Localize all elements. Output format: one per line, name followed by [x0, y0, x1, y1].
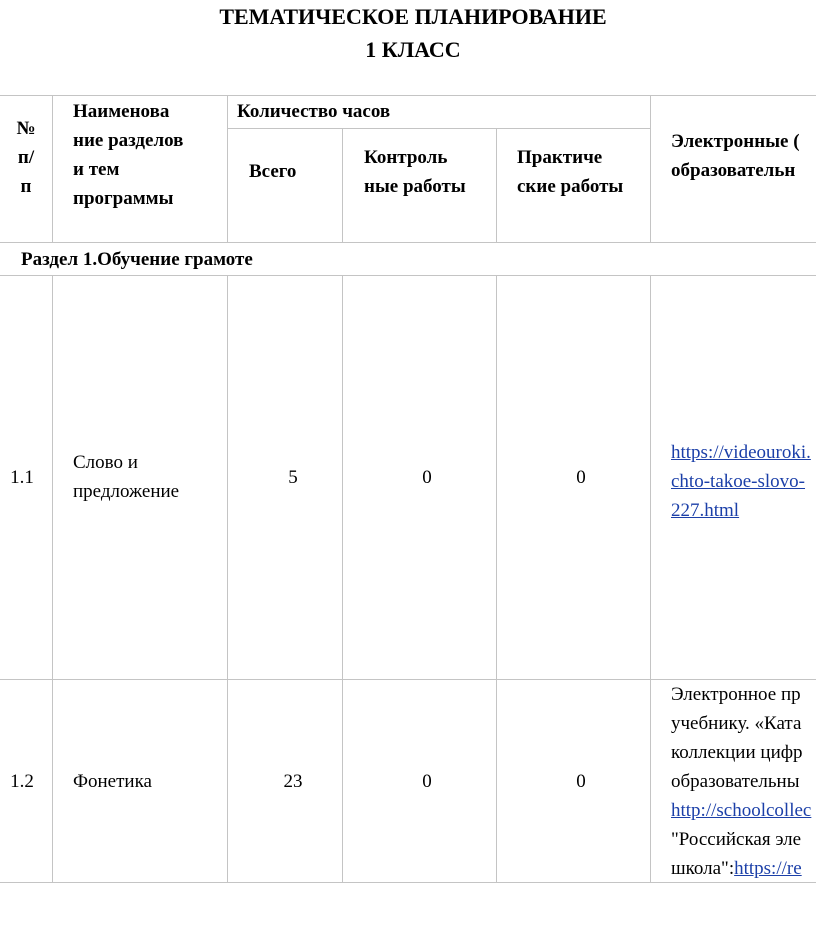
row-topic-name: Фонетика — [73, 771, 152, 792]
page-subtitle: 1 КЛАСС — [365, 37, 461, 62]
resource-link[interactable]: https://videouroki. — [671, 442, 811, 463]
header-total: Всего — [249, 161, 297, 182]
resource-text: Электронное пр — [671, 684, 801, 705]
row-practical-works: 0 — [576, 467, 586, 488]
resource-link-cont[interactable]: chto-takoe-slovo- — [671, 471, 806, 492]
row-total-hours: 5 — [288, 467, 298, 488]
resource-text: учебнику. «Ката — [671, 713, 802, 734]
resource-text: образовательны — [671, 771, 800, 792]
header-number: № п/ п — [16, 118, 36, 197]
header-section-name: Наименова ние разделов и тем программы — [73, 101, 184, 209]
resource-link[interactable]: https://re — [734, 858, 802, 879]
page-title: ТЕМАТИЧЕСКОЕ ПЛАНИРОВАНИЕ — [219, 4, 607, 29]
section-title: Раздел 1.Обучение грамоте — [21, 249, 253, 270]
row-topic-name: Слово и предложение — [73, 452, 180, 502]
resource-link-end[interactable]: 227.html — [671, 500, 740, 521]
row-control-works: 0 — [422, 467, 432, 488]
row-resource — [671, 680, 816, 883]
header-control-works: Контроль ные работы — [364, 147, 466, 197]
resource-link[interactable]: http://schoolcollec — [671, 800, 812, 821]
row-number: 1.1 — [10, 467, 34, 488]
resource-text: "Российская эле — [671, 829, 802, 850]
row-total-hours: 23 — [283, 771, 303, 792]
resource-text: коллекции цифр — [671, 742, 803, 763]
row-practical-works: 0 — [576, 771, 586, 792]
header-practical-works: Практиче ские работы — [517, 147, 624, 197]
header-hours: Количество часов — [237, 101, 391, 122]
header-electronic-resources: Электронные ( образовательн — [671, 131, 800, 181]
row-control-works: 0 — [422, 771, 432, 792]
row-number: 1.2 — [10, 771, 34, 792]
row-resource — [671, 438, 816, 525]
resource-text: школа": — [671, 858, 735, 879]
